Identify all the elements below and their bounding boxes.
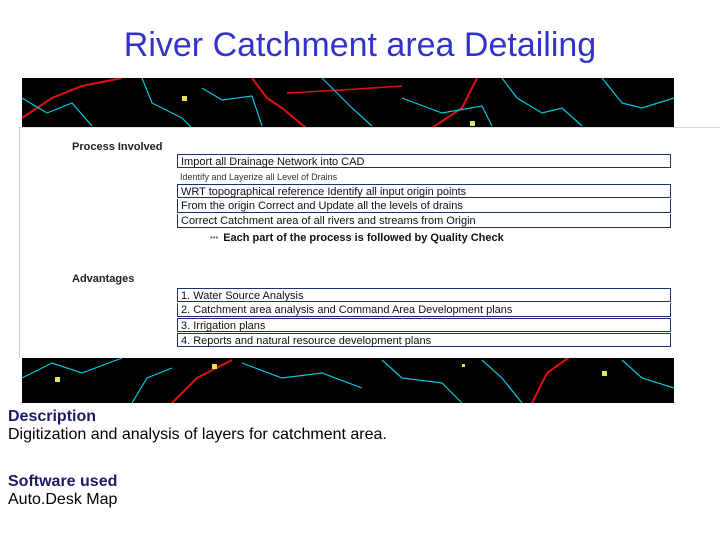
slide-title: River Catchment area Detailing xyxy=(123,26,597,64)
note-text: Each part of the process is followed by Quality Check xyxy=(223,232,504,244)
advantages-heading: Advantages xyxy=(72,273,135,285)
software-text: Auto.Desk Map xyxy=(8,491,118,508)
advantage-item: 4. Reports and natural resource development plans xyxy=(177,333,671,347)
advantage-item: 2. Catchment area analysis and Command Area Development plans xyxy=(177,303,671,317)
software-block xyxy=(8,473,117,509)
quality-check-note xyxy=(210,232,504,244)
process-heading: Process Involved xyxy=(72,141,163,153)
process-step: Import all Drainage Network into CAD xyxy=(177,154,671,168)
description-block xyxy=(8,408,387,444)
process-step: From the origin Correct and Update all the levels of drains xyxy=(177,199,671,213)
note-stars: *** xyxy=(210,236,219,243)
description-text: Digitization and analysis of layers for catchment area. xyxy=(8,426,387,443)
software-label: Software used xyxy=(8,473,118,490)
process-step: Identify and Layerize all Level of Drains xyxy=(180,172,338,182)
process-step: WRT topographical reference Identify all input origin points xyxy=(177,184,671,198)
process-panel xyxy=(19,127,720,358)
process-step: Correct Catchment area of all rivers and streams from Origin xyxy=(177,214,671,228)
description-label: Description xyxy=(8,408,97,425)
advantage-item: 3. Irrigation plans xyxy=(177,318,671,332)
advantage-item: 1. Water Source Analysis xyxy=(177,288,671,302)
